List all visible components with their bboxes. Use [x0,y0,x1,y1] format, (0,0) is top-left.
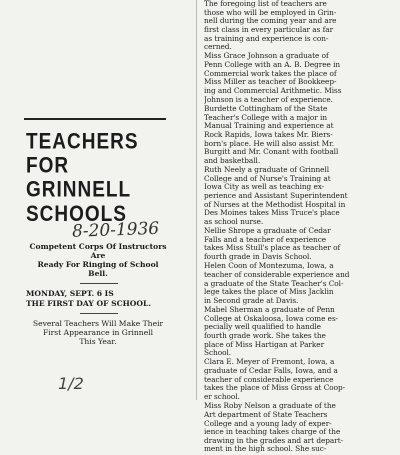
article-line: Iowa City as well as teaching ex- [204,183,325,192]
article-line: born's place. He will also assist Mr. [204,139,335,148]
article-paragraph [204,306,392,358]
article-line: teacher of considerable experience [204,375,334,384]
article-line: Falls and a teacher of experience [204,235,327,244]
column-divider [196,0,197,400]
article-line: ment in the high school. She suc- [204,445,327,454]
article-line: fourth grade work. She takes the [204,331,326,340]
article-line: teacher of considerable experience and [204,270,350,279]
article-paragraph [204,166,392,227]
article-line: Johnson is a teacher of experience. [204,95,333,104]
article-line: Miss Grace Johnson a graduate of [204,52,329,61]
article-line: a graduate of the State Teacher's Col- [204,279,344,288]
handwritten-margin-note: 1/2 [58,374,84,393]
article-line: College at Oskaloosa, Iowa come es- [204,314,339,323]
article-line: Manual Training and experience at [204,122,334,131]
article-line: those who will be employed in Grin- [204,8,337,17]
handwritten-date: 8-20-1936 [71,218,160,242]
article-line: Miss Miller as teacher of Bookkeep- [204,78,337,87]
article-line: ience in teaching takes charge of the [204,428,341,437]
headline-rule [24,118,166,120]
article-line: place of Miss Hartigan at Parker [204,340,325,349]
article-line: College and a young lady of exper- [204,419,332,428]
headline: TEACHERS FOR GRINNELL SCHOOLS [26,130,139,227]
article-line: cerned. [204,43,232,52]
article-line: Mabel Sherman a graduate of Penn [204,305,335,314]
article-line: drawing in the grades and art depart- [204,436,344,445]
article-line: Des Moines takes Miss Truce's place [204,209,340,218]
article-line: Commercial work takes the place of [204,69,337,78]
article-line: as school nurse. [204,217,264,226]
article-paragraph [204,0,392,52]
article-line: Clara E. Meyer of Fremont, Iowa, a [204,358,335,367]
article-paragraph [204,358,392,401]
article-line: School. [204,349,232,358]
article-paragraph [204,227,392,262]
article-line: Ruth Neely a graduate of Grinnell [204,165,330,174]
article-line: takes the place of Miss Gross at Coop- [204,384,346,393]
article-line: Nellie Shrope a graduate of Cedar [204,227,331,236]
article-line: The foregoing list of teachers are [204,0,327,8]
article-line: takes Miss Stull's place as teacher of [204,244,341,253]
article-line: perience and Assistant Superintendent [204,191,348,200]
article-line: and basketball. [204,156,261,165]
article-paragraph [204,262,392,305]
article-line: Rock Rapids, Iowa takes Mr. Biers- [204,130,333,139]
article-line: fourth grade in Davis School. [204,253,312,262]
article-line: of Nurses at the Methodist Hospital in [204,200,346,209]
article-line: Miss Roby Nelson a graduate of the [204,402,336,411]
article-line: pecially well qualified to handle [204,323,321,332]
dateline: MONDAY, SEPT. 6 IS THE FIRST DAY OF SCHOOL. [26,289,152,308]
article-line: Helen Coon of Montezuma, Iowa, a [204,262,334,271]
divider [80,313,118,314]
article-line: Penn College with an A. B. Degree in [204,61,341,70]
article-paragraph [204,402,392,454]
article-line: graduate of Cedar Falls, Iowa, and a [204,367,338,376]
subheadline: Competent Corps Of Instructors Are Ready For Ringing of School Bell. [29,242,167,278]
article-line: Art department of State Teachers [204,410,328,419]
article-paragraph [204,105,392,166]
article-paragraph [204,52,392,104]
article-line: in Second grade at Davis. [204,296,299,305]
article-line: Burgitt and Mr. Conant with football [204,148,339,157]
subheadline-2: Several Teachers Will Make Their First Appearance in Grinnell This Year. [32,319,164,346]
article-line: as training and experience is con- [204,34,329,43]
article-line: lege takes the place of Miss Jacklin [204,288,334,297]
divider [80,283,118,284]
article-line: ing and Commercial Arithmetic. Miss [204,87,342,96]
article-line: first class in every particular as far [204,25,334,34]
article-line: er school. [204,393,240,402]
clipping-header [24,118,174,346]
article-line: Teacher's College with a major in [204,113,328,122]
article-column [204,0,392,455]
article-line: nell during the coming year and are [204,17,337,26]
article-line: College and of Nurse's Training at [204,174,331,183]
article-line: Burdette Cottingham of the State [204,104,328,113]
